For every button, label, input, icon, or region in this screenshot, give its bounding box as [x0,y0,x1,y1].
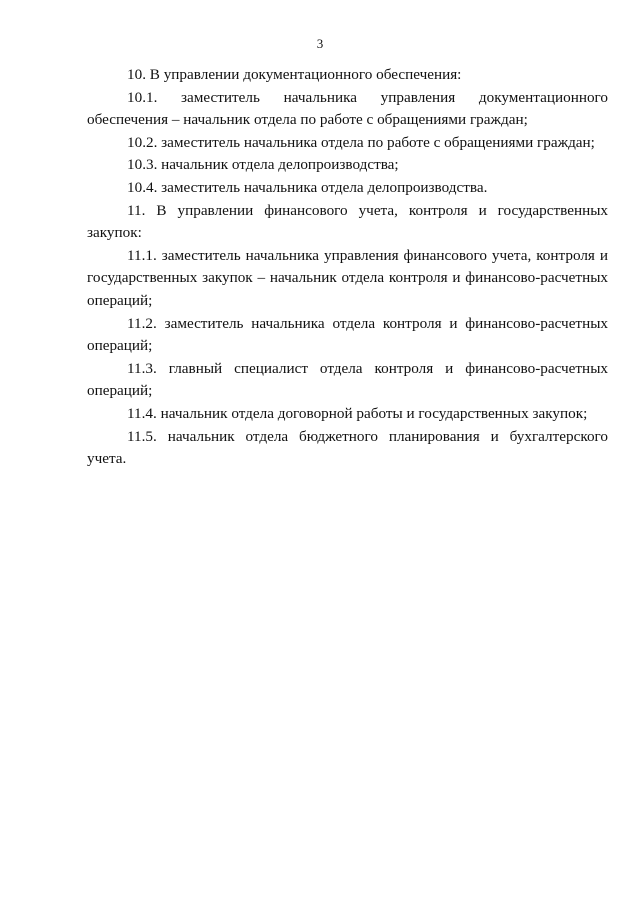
document-body [87,64,608,471]
item-11-3: 11.3. главный специалист отдела контроля и финансово-расчетных операций; [87,359,608,400]
section-11-heading: 11. В управлении финансового учета, контроля и государственных закупок: [87,201,608,242]
item-10-4: 10.4. заместитель начальника отдела делопроизводства. [127,178,488,196]
item-11-1: 11.1. заместитель начальника управления финансового учета, контроля и государственных закупок – начальник отдела контроля и финансово-расчетных операций; [87,246,608,309]
item-11-4: 11.4. начальник отдела договорной работы и государственных закупок; [127,404,588,422]
section-10-heading: 10. В управлении документационного обеспечения: [127,66,462,83]
item-11-5: 11.5. начальник отдела бюджетного планирования и бухгалтерского учета. [87,427,608,468]
item-10-3: 10.3. начальник отдела делопроизводства; [127,156,399,174]
item-10-2: 10.2. заместитель начальника отдела по работе с обращениями граждан; [127,133,595,151]
item-10-1: 10.1. заместитель начальника управления документационного обеспечения – начальник отдела по работе с обращениями граждан; [87,88,608,129]
page-number: 3 [316,36,324,51]
item-11-2: 11.2. заместитель начальника отдела контроля и финансово-расчетных операций; [87,314,608,355]
